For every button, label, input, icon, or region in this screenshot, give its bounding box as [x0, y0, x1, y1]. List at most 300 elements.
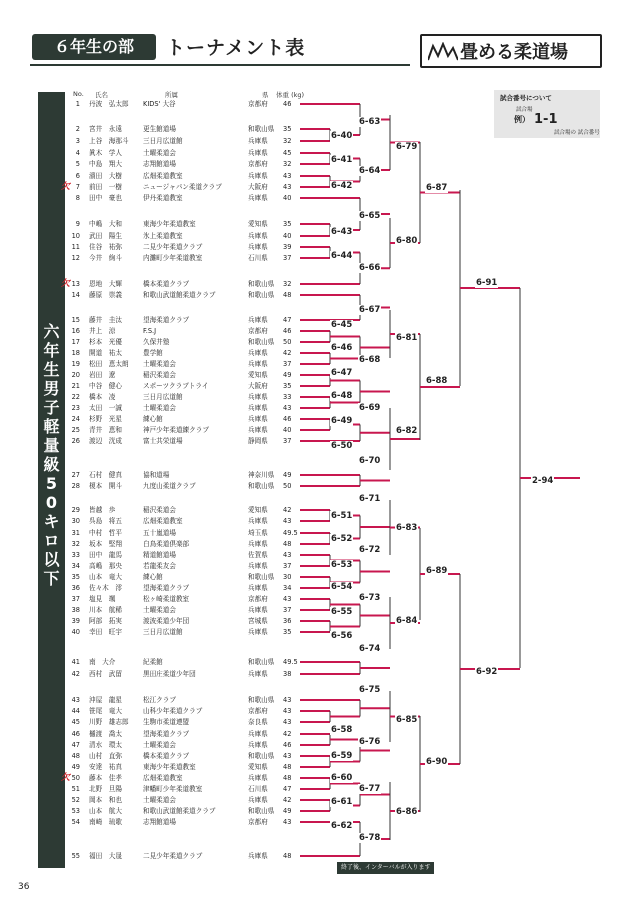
entry-number: 51	[71, 785, 80, 793]
entry-name: 沖屋 龍星	[89, 696, 122, 704]
entry-weight: 40	[283, 194, 292, 202]
category-title-char: 男	[43, 379, 60, 398]
entry-prefecture: 兵庫県	[248, 137, 268, 145]
entry-number: 30	[71, 517, 80, 525]
match-number-651: 6-51	[331, 511, 353, 521]
entry-club: 土曜柔道会	[143, 404, 176, 412]
category-title-char: 0	[45, 493, 58, 512]
entry-name: 南崎 琉歌	[89, 818, 122, 826]
entry-weight: 37	[283, 360, 292, 368]
entry-name: 清水 環太	[89, 741, 122, 749]
entry-weight: 36	[283, 617, 292, 625]
entry-number: 53	[71, 807, 80, 815]
entry-number: 20	[71, 371, 80, 379]
match-number-645: 6-45	[331, 320, 353, 330]
entry-number: 29	[71, 506, 80, 514]
entry-number: 23	[71, 404, 80, 412]
entry-number: 31	[71, 529, 80, 537]
entry-club: 広畑柔道教室	[143, 517, 183, 525]
category-title-char: 子	[43, 398, 60, 417]
entry-weight: 43	[283, 595, 292, 603]
entry-name: 佐々木 澪	[89, 584, 122, 592]
entry-number: 44	[71, 707, 80, 715]
category-title-char: ロ	[43, 531, 60, 550]
entry-prefecture: 和歌山県	[248, 482, 275, 490]
match-number-646: 6-46	[331, 343, 353, 353]
col-pref: 県	[262, 91, 269, 99]
entry-weight: 34	[283, 584, 292, 592]
entry-weight: 40	[283, 232, 292, 240]
entry-weight: 49	[283, 471, 292, 479]
entry-club: 神戸少年柔道練クラブ	[143, 426, 209, 434]
entry-club: 更生館道場	[143, 125, 176, 133]
entry-club: 若龍柔友会	[143, 562, 176, 570]
entry-prefecture: 兵庫県	[248, 232, 268, 240]
entry-name: 武田 陽生	[89, 232, 122, 240]
entry-name: 中島 翔大	[89, 160, 122, 168]
entry-club: 津幡町少年柔道教室	[143, 785, 203, 793]
entry-name: 坂本 堅翔	[89, 540, 122, 548]
entry-name: 北野 旦陽	[89, 785, 122, 793]
entry-number: 17	[71, 338, 80, 346]
entry-weight: 46	[283, 100, 292, 108]
entry-prefecture: 兵庫県	[248, 670, 268, 678]
entry-prefecture: 兵庫県	[248, 149, 268, 157]
entry-name: 阿部 拓実	[89, 617, 122, 625]
entry-weight: 42	[283, 796, 292, 804]
entry-weight: 49	[283, 371, 292, 379]
entry-number: 12	[71, 254, 80, 262]
match-number-668: 6-68	[359, 355, 381, 365]
entry-weight: 35	[283, 220, 292, 228]
entry-name: 田中 龍馬	[89, 551, 122, 559]
entry-number: 39	[71, 617, 80, 625]
entry-club: 望海柔道クラブ	[143, 584, 190, 592]
entry-prefecture: 兵庫県	[248, 517, 268, 525]
entry-prefecture: 兵庫県	[248, 606, 268, 614]
entry-weight: 43	[283, 718, 292, 726]
match-number-692: 6-92	[476, 667, 498, 677]
entry-prefecture: 和歌山県	[248, 280, 275, 288]
entry-weight: 45	[283, 149, 292, 157]
entry-name: 山村 直弥	[89, 752, 122, 760]
entry-club: 土曜柔道会	[143, 796, 176, 804]
entry-name: 岩田 遼	[89, 371, 116, 379]
entry-weight: 48	[283, 763, 292, 771]
entry-club: 精道館道場	[143, 551, 176, 559]
entry-name: 杉野 光星	[89, 415, 122, 423]
entry-prefecture: 京都府	[248, 707, 268, 715]
entry-prefecture: 石川県	[248, 254, 268, 262]
entry-club: 広畑柔道教室	[143, 172, 183, 180]
entry-number: 54	[71, 818, 80, 826]
entry-number: 52	[71, 796, 80, 804]
match-number-670: 6-70	[359, 456, 381, 466]
entry-name: 皆越 歩	[89, 506, 116, 514]
match-number-671: 6-71	[359, 494, 381, 504]
entry-club: 練心館	[143, 415, 163, 423]
entry-club: 協和道場	[143, 471, 170, 479]
entry-name: 川本 航稀	[89, 606, 122, 614]
entry-club: 内灘町少年柔道教室	[143, 254, 203, 262]
match-number-656: 6-56	[331, 631, 353, 641]
brand-text: 畳める柔道場	[460, 42, 568, 63]
entry-prefecture: 兵庫県	[248, 316, 268, 324]
entry-name: 中嶋 大和	[89, 220, 122, 228]
category-title-char: 六	[43, 322, 60, 341]
col-name: 氏名	[95, 91, 108, 99]
entry-club: 氷上柔道教室	[143, 232, 183, 240]
entry-weight: 32	[283, 280, 292, 288]
entry-club: F.S.J	[143, 327, 157, 335]
entry-club: 橋本柔道クラブ	[143, 280, 190, 288]
entry-prefecture: 兵庫県	[248, 393, 268, 401]
entry-prefecture: 兵庫県	[248, 562, 268, 570]
entry-name: 恩地 大輝	[89, 280, 122, 288]
entry-weight: 38	[283, 670, 292, 678]
entry-number: 28	[71, 482, 80, 490]
match-number-673: 6-73	[359, 593, 381, 603]
entry-prefecture: 和歌山県	[248, 752, 275, 760]
entry-prefecture: 兵庫県	[248, 404, 268, 412]
entry-prefecture: 京都府	[248, 327, 268, 335]
entry-number: 34	[71, 562, 80, 570]
entry-prefecture: 石川県	[248, 785, 268, 793]
entry-prefecture: 愛知県	[248, 220, 268, 228]
entry-weight: 37	[283, 606, 292, 614]
entry-number: 47	[71, 741, 80, 749]
entry-number: 35	[71, 573, 80, 581]
entry-number: 2	[75, 125, 80, 133]
entry-prefecture: 埼玉県	[248, 529, 268, 537]
entry-name: 太田 一誠	[89, 404, 122, 412]
entry-weight: 35	[283, 382, 292, 390]
match-number-642: 6-42	[331, 181, 353, 191]
entry-prefecture: 和歌山県	[248, 573, 275, 581]
entry-weight: 49.5	[283, 658, 298, 666]
match-number-669: 6-69	[359, 403, 381, 413]
entry-club: 山科少年柔道クラブ	[143, 707, 203, 715]
entry-number: 38	[71, 606, 80, 614]
entry-club: 土曜柔道会	[143, 360, 176, 368]
entry-number: 14	[71, 291, 80, 299]
entry-number: 46	[71, 730, 80, 738]
entry-number: 10	[71, 232, 80, 240]
entry-name: 岡本 和也	[89, 796, 122, 804]
match-number-643: 6-43	[331, 227, 353, 237]
entry-name: 住谷 祐弥	[89, 243, 122, 251]
entry-weight: 37	[283, 437, 292, 445]
entry-club: 富士共栄道場	[143, 437, 183, 445]
entry-weight: 33	[283, 393, 292, 401]
entry-name: 藤井 圭汰	[89, 316, 122, 324]
entry-prefecture: 兵庫県	[248, 426, 268, 434]
entry-number: 55	[71, 852, 80, 860]
entry-club: 和歌山武道館柔道クラブ	[143, 807, 216, 815]
entry-weight: 40	[283, 426, 292, 434]
match-number-682: 6-82	[396, 426, 418, 436]
entry-number: 25	[71, 426, 80, 434]
entry-number: 40	[71, 628, 80, 636]
entry-name: 中谷 健心	[89, 382, 122, 390]
entry-number: 24	[71, 415, 80, 423]
entry-prefecture: 兵庫県	[248, 796, 268, 804]
entry-name: 松田 恵太朗	[89, 360, 129, 368]
entry-weight: 42	[283, 730, 292, 738]
entry-weight: 42	[283, 506, 292, 514]
entry-club: 白鳥柔道倶楽部	[143, 540, 190, 548]
entry-club: 練心館	[143, 573, 163, 581]
entry-club: 紀柔館	[143, 658, 163, 666]
entry-weight: 32	[283, 137, 292, 145]
match-number-689: 6-89	[426, 566, 448, 576]
entry-number: 9	[75, 220, 80, 228]
entry-name: 眞木 学人	[89, 149, 122, 157]
match-number-648: 6-48	[331, 391, 353, 401]
match-number-641: 6-41	[331, 155, 353, 165]
match-number-677: 6-77	[359, 784, 381, 794]
entry-prefecture: 和歌山県	[248, 125, 275, 133]
entry-club: KIDS' 大谷	[143, 100, 176, 108]
category-title-char: 下	[43, 569, 60, 588]
entry-club: 和歌山武道館柔道クラブ	[143, 291, 216, 299]
entry-prefecture: 和歌山県	[248, 658, 275, 666]
entry-number: 45	[71, 718, 80, 726]
match-number-653: 6-53	[331, 560, 353, 570]
match-number-654: 6-54	[331, 582, 353, 592]
category-title-char: 以	[43, 550, 60, 569]
match-number-294: 2-94	[532, 476, 554, 486]
entry-prefecture: 兵庫県	[248, 741, 268, 749]
entry-name: 田中 豪也	[89, 194, 122, 202]
entry-weight: 39	[283, 243, 292, 251]
entry-club: 志翔館道場	[143, 160, 176, 168]
match-number-660: 6-60	[331, 773, 353, 783]
match-number-675: 6-75	[359, 685, 381, 695]
entry-name: 前田 一樹	[89, 183, 122, 191]
legend-label-number: 試合場の 試合番号	[554, 130, 600, 136]
match-number-667: 6-67	[359, 305, 381, 315]
category-title-char: 軽	[43, 417, 60, 436]
entry-club: 土曜柔道会	[143, 606, 176, 614]
entry-club: 稲沢柔道会	[143, 506, 176, 514]
entry-club: 土曜柔道会	[143, 741, 176, 749]
entry-weight: 43	[283, 707, 292, 715]
entry-number: 42	[71, 670, 80, 678]
entry-name: 安達 祐真	[89, 763, 122, 771]
entry-number: 22	[71, 393, 80, 401]
legend-example-label: 例）	[514, 115, 530, 124]
match-number-655: 6-55	[331, 607, 353, 617]
entry-prefecture: 愛知県	[248, 506, 268, 514]
entry-weight: 48	[283, 774, 292, 782]
entry-prefecture: 兵庫県	[248, 360, 268, 368]
entry-weight: 35	[283, 628, 292, 636]
entry-name: 渡辺 洸成	[89, 437, 122, 445]
entry-prefecture: 和歌山県	[248, 338, 275, 346]
entry-club: 望海柔道クラブ	[143, 316, 190, 324]
entry-weight: 43	[283, 752, 292, 760]
match-number-662: 6-62	[331, 821, 353, 831]
entry-club: 松ヶ崎柔道教室	[143, 595, 190, 603]
entry-club: 志翔館道場	[143, 818, 176, 826]
entry-number: 11	[71, 243, 80, 251]
entry-prefecture: 神奈川県	[248, 471, 275, 479]
entry-prefecture: 和歌山県	[248, 696, 275, 704]
entry-name: 井上 涼	[89, 327, 116, 335]
section-tag: ６年生の部	[32, 34, 156, 60]
entry-prefecture: 兵庫県	[248, 730, 268, 738]
match-number-687: 6-87	[426, 183, 448, 193]
entry-weight: 43	[283, 404, 292, 412]
match-number-688: 6-88	[426, 376, 448, 386]
entry-number: 21	[71, 382, 80, 390]
entry-number: 41	[71, 658, 80, 666]
match-number-681: 6-81	[396, 333, 418, 343]
entry-prefecture: 兵庫県	[248, 540, 268, 548]
entry-club: 広畑柔道教室	[143, 774, 183, 782]
entry-club: 橋本柔道クラブ	[143, 752, 190, 760]
entry-weight: 43	[283, 551, 292, 559]
match-number-647: 6-47	[331, 368, 353, 378]
entry-name: 上谷 海那斗	[89, 137, 129, 145]
entry-name: 南 大介	[89, 658, 116, 666]
entry-number: 50	[71, 774, 80, 782]
entry-name: 笹尾 竜大	[89, 707, 122, 715]
entry-prefecture: 兵庫県	[248, 194, 268, 202]
category-title-char: キ	[43, 512, 60, 531]
entry-weight: 47	[283, 316, 292, 324]
entry-weight: 50	[283, 482, 292, 490]
entry-number: 33	[71, 551, 80, 559]
entry-name: 藤原 崇義	[89, 291, 122, 299]
entry-prefecture: 和歌山県	[248, 807, 275, 815]
entry-club: 望海柔道クラブ	[143, 730, 190, 738]
match-number-683: 6-83	[396, 523, 418, 533]
entry-weight: 48	[283, 291, 292, 299]
page-number: 36	[18, 882, 30, 892]
entry-weight: 48	[283, 852, 292, 860]
entry-weight: 43	[283, 818, 292, 826]
match-number-676: 6-76	[359, 737, 381, 747]
entry-name: 濱田 大樹	[89, 172, 122, 180]
entry-name: 榎本 開斗	[89, 482, 122, 490]
entry-prefecture: 兵庫県	[248, 628, 268, 636]
match-number-674: 6-74	[359, 644, 381, 654]
category-title-char: 年	[43, 341, 60, 360]
col-club: 所属	[165, 91, 178, 99]
entry-prefecture: 兵庫県	[248, 415, 268, 423]
entry-name: 幸田 旺宇	[89, 628, 122, 636]
page-title: トーナメント表	[166, 37, 306, 59]
entry-weight: 37	[283, 562, 292, 570]
interval-note: 終了後、インターバルが入ります	[337, 862, 434, 874]
entry-prefecture: 奈良県	[248, 718, 268, 726]
entry-name: 川野 雄志郎	[89, 718, 129, 726]
entry-club: 松江クラブ	[143, 696, 176, 704]
match-number-679: 6-79	[396, 142, 418, 152]
entry-name: 高嶋 那央	[89, 562, 122, 570]
match-number-649: 6-49	[331, 416, 353, 426]
entry-weight: 49	[283, 807, 292, 815]
entry-club: 三日月広道館	[143, 628, 183, 636]
entry-club: ニュージャパン柔道クラブ	[143, 183, 222, 191]
entry-number: 36	[71, 584, 80, 592]
category-title-char: 級	[43, 455, 60, 474]
entry-club: スポーツクラブトライ	[143, 382, 209, 390]
entry-prefecture: 京都府	[248, 160, 268, 168]
entry-name: 山本 航大	[89, 807, 122, 815]
legend-label-court: 試合場	[516, 107, 533, 113]
entry-club: 久保井塾	[143, 338, 170, 346]
entry-name: 樋渡 喬太	[89, 730, 122, 738]
entry-weight: 35	[283, 125, 292, 133]
entry-number: 37	[71, 595, 80, 603]
entry-name: 塩見 颯	[89, 595, 116, 603]
entry-number: 6	[75, 172, 80, 180]
entry-club: 渡波柔道少年団	[143, 617, 190, 625]
entry-name: 杉本 光優	[89, 338, 122, 346]
match-number-661: 6-61	[331, 797, 353, 807]
match-number-650: 6-50	[331, 441, 353, 451]
entry-number: 43	[71, 696, 80, 704]
entry-name: 中村 哲平	[89, 529, 122, 537]
entry-prefecture: 大阪府	[248, 183, 268, 191]
category-title-char: 生	[43, 360, 60, 379]
entry-weight: 46	[283, 327, 292, 335]
match-number-685: 6-85	[396, 715, 418, 725]
entry-weight: 30	[283, 573, 292, 581]
entry-club: 稲沢柔道会	[143, 371, 176, 379]
entry-number: 16	[71, 327, 80, 335]
match-number-686: 6-86	[396, 807, 418, 817]
entry-weight: 46	[283, 741, 292, 749]
match-number-678: 6-78	[359, 833, 381, 843]
entry-name: 丹波 弘太郎	[89, 100, 129, 108]
entry-number: 26	[71, 437, 80, 445]
absent-mark: 欠	[61, 279, 71, 289]
entry-weight: 46	[283, 415, 292, 423]
absent-mark: 欠	[61, 773, 71, 783]
category-title-char: 量	[43, 436, 60, 455]
entry-prefecture: 兵庫県	[248, 852, 268, 860]
match-number-690: 6-90	[426, 757, 448, 767]
entry-weight: 43	[283, 696, 292, 704]
match-number-666: 6-66	[359, 263, 381, 273]
match-number-664: 6-64	[359, 166, 381, 176]
entry-number: 1	[75, 100, 80, 108]
entry-weight: 43	[283, 183, 292, 191]
entry-name: 福田 大晟	[89, 852, 122, 860]
entry-number: 19	[71, 360, 80, 368]
entry-name: 今井 絢斗	[89, 254, 122, 262]
entry-number: 27	[71, 471, 80, 479]
match-number-658: 6-58	[331, 725, 353, 735]
entry-club: 東海少年柔道教室	[143, 220, 196, 228]
entry-prefecture: 佐賀県	[248, 551, 268, 559]
entry-club: 東海少年柔道教室	[143, 763, 196, 771]
entry-club: 土曜柔道会	[143, 149, 176, 157]
entry-number: 13	[71, 280, 80, 288]
entry-prefecture: 兵庫県	[248, 349, 268, 357]
match-number-644: 6-44	[331, 251, 353, 261]
entry-weight: 43	[283, 517, 292, 525]
entry-weight: 49.5	[283, 529, 298, 537]
entry-prefecture: 兵庫県	[248, 584, 268, 592]
entry-number: 18	[71, 349, 80, 357]
entry-prefecture: 静岡県	[248, 437, 268, 445]
entry-number: 15	[71, 316, 80, 324]
